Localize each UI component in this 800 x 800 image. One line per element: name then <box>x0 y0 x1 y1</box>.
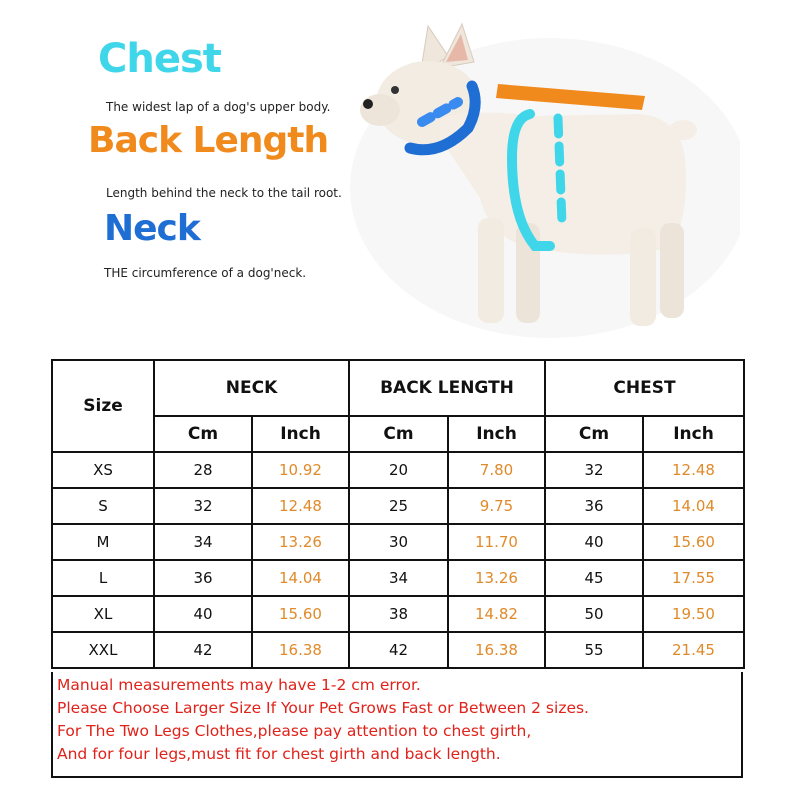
value-cell: 10.92 <box>252 452 349 488</box>
value-cell: 45 <box>545 560 643 596</box>
size-column-header: Size <box>52 360 154 452</box>
table-row <box>52 488 744 524</box>
value-cell: 14.04 <box>252 560 349 596</box>
measurement-guide <box>0 0 800 345</box>
neck-heading: Neck <box>104 208 200 249</box>
note-line: Please Choose Larger Size If Your Pet Grows Fast or Between 2 sizes. <box>57 699 589 717</box>
unit-header: Cm <box>154 416 252 452</box>
value-cell: 50 <box>545 596 643 632</box>
unit-header: Inch <box>252 416 349 452</box>
value-cell: 42 <box>349 632 448 668</box>
value-cell: 38 <box>349 596 448 632</box>
size-cell: L <box>52 560 154 596</box>
chest-description: The widest lap of a dog's upper body. <box>106 100 331 114</box>
value-cell: 19.50 <box>643 596 744 632</box>
table-row <box>52 524 744 560</box>
unit-header: Cm <box>545 416 643 452</box>
value-cell: 21.45 <box>643 632 744 668</box>
value-cell: 34 <box>154 524 252 560</box>
size-cell: M <box>52 524 154 560</box>
dog-illustration <box>340 18 740 338</box>
table-row <box>52 596 744 632</box>
value-cell: 30 <box>349 524 448 560</box>
chest-group-header: CHEST <box>545 360 744 416</box>
value-cell: 17.55 <box>643 560 744 596</box>
value-cell: 12.48 <box>252 488 349 524</box>
value-cell: 40 <box>545 524 643 560</box>
neck-description: THE circumference of a dog'neck. <box>104 266 307 280</box>
value-cell: 15.60 <box>252 596 349 632</box>
value-cell: 40 <box>154 596 252 632</box>
back-length-group-header: BACK LENGTH <box>349 360 545 416</box>
unit-header: Cm <box>349 416 448 452</box>
value-cell: 11.70 <box>448 524 545 560</box>
value-cell: 13.26 <box>448 560 545 596</box>
value-cell: 36 <box>154 560 252 596</box>
size-cell: XL <box>52 596 154 632</box>
note-line: And for four legs,must fit for chest girth and back length. <box>57 745 501 763</box>
unit-header: Inch <box>643 416 744 452</box>
value-cell: 14.04 <box>643 488 744 524</box>
size-notes <box>51 672 743 778</box>
value-cell: 16.38 <box>448 632 545 668</box>
table-row <box>52 560 744 596</box>
value-cell: 32 <box>545 452 643 488</box>
size-cell: XS <box>52 452 154 488</box>
value-cell: 28 <box>154 452 252 488</box>
value-cell: 34 <box>349 560 448 596</box>
value-cell: 20 <box>349 452 448 488</box>
note-line: Manual measurements may have 1-2 cm error. <box>57 676 421 694</box>
size-chart-table <box>51 359 745 669</box>
note-line: For The Two Legs Clothes,please pay attention to chest girth, <box>57 722 532 740</box>
value-cell: 15.60 <box>643 524 744 560</box>
value-cell: 42 <box>154 632 252 668</box>
value-cell: 55 <box>545 632 643 668</box>
value-cell: 32 <box>154 488 252 524</box>
back-length-description: Length behind the neck to the tail root. <box>106 186 342 200</box>
value-cell: 14.82 <box>448 596 545 632</box>
value-cell: 16.38 <box>252 632 349 668</box>
value-cell: 12.48 <box>643 452 744 488</box>
value-cell: 9.75 <box>448 488 545 524</box>
unit-header: Inch <box>448 416 545 452</box>
size-cell: S <box>52 488 154 524</box>
neck-group-header: NECK <box>154 360 349 416</box>
value-cell: 7.80 <box>448 452 545 488</box>
back-length-heading: Back Length <box>88 120 329 161</box>
value-cell: 13.26 <box>252 524 349 560</box>
table-row <box>52 452 744 488</box>
value-cell: 25 <box>349 488 448 524</box>
size-cell: XXL <box>52 632 154 668</box>
chest-heading: Chest <box>98 36 221 82</box>
value-cell: 36 <box>545 488 643 524</box>
table-row <box>52 632 744 668</box>
